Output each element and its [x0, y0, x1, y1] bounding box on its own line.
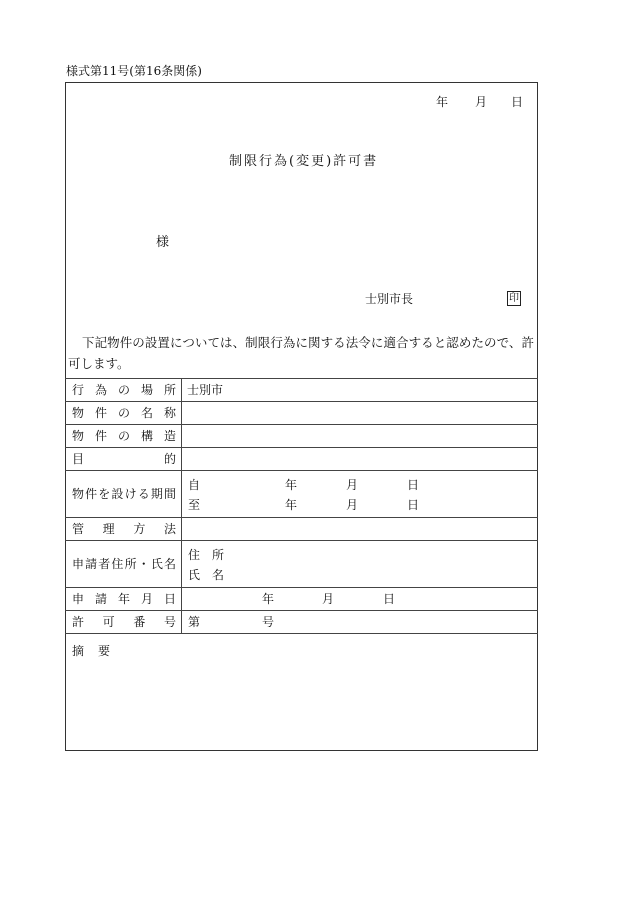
- object-structure-label: 物件の構造: [72, 429, 176, 443]
- permit-number-suffix: 号: [262, 615, 275, 629]
- period-from-prefix: 自: [188, 478, 201, 492]
- management-label: 管理方法: [72, 522, 176, 536]
- row-rule: [65, 610, 538, 611]
- row-rule: [65, 540, 538, 541]
- period-to-month: 月: [346, 498, 359, 512]
- intro-paragraph: 下記物件の設置については、制限行為に関する法令に適合すると認めたので、許可します。: [68, 335, 534, 371]
- applicant-address-label: 住所: [188, 548, 237, 562]
- form-number-label: 様式第11号(第16条関係): [66, 64, 202, 78]
- period-to-year: 年: [285, 498, 298, 512]
- application-date-label: 申請年月日: [72, 592, 176, 606]
- issue-date-year: 年: [436, 95, 449, 109]
- issue-date-day: 日: [511, 95, 524, 109]
- row-rule: [65, 633, 538, 634]
- table-top-rule: [65, 378, 538, 379]
- seal-stamp: 印: [509, 293, 519, 304]
- period-from-month: 月: [346, 478, 359, 492]
- row-rule: [65, 470, 538, 471]
- purpose-label: 目的: [72, 452, 176, 466]
- location-value: 士別市: [187, 383, 224, 397]
- application-date-month: 月: [322, 592, 335, 606]
- application-date-year: 年: [262, 592, 275, 606]
- row-rule: [65, 424, 538, 425]
- period-to-day: 日: [407, 498, 420, 512]
- label-column-divider: [181, 378, 182, 633]
- period-from-day: 日: [407, 478, 420, 492]
- issue-date-month: 月: [475, 95, 488, 109]
- application-date-day: 日: [383, 592, 396, 606]
- applicant-label: 申請者住所・氏名: [72, 557, 176, 571]
- row-rule: [65, 587, 538, 588]
- permit-number-label: 許可番号: [72, 615, 176, 629]
- remarks-label: 摘要: [72, 644, 125, 658]
- issuer-name: 士別市長: [365, 292, 414, 306]
- period-from-year: 年: [285, 478, 298, 492]
- row-rule: [65, 401, 538, 402]
- permit-number-prefix: 第: [188, 615, 201, 629]
- period-label: 物件を設ける期間: [72, 487, 176, 501]
- location-label: 行為の場所: [72, 383, 176, 397]
- applicant-name-label: 氏名: [188, 568, 237, 582]
- object-name-label: 物件の名称: [72, 406, 176, 420]
- period-to-prefix: 至: [188, 498, 201, 512]
- row-rule: [65, 517, 538, 518]
- document-title: 制限行為(変更)許可書: [229, 154, 379, 169]
- row-rule: [65, 447, 538, 448]
- recipient-suffix: 様: [156, 235, 170, 250]
